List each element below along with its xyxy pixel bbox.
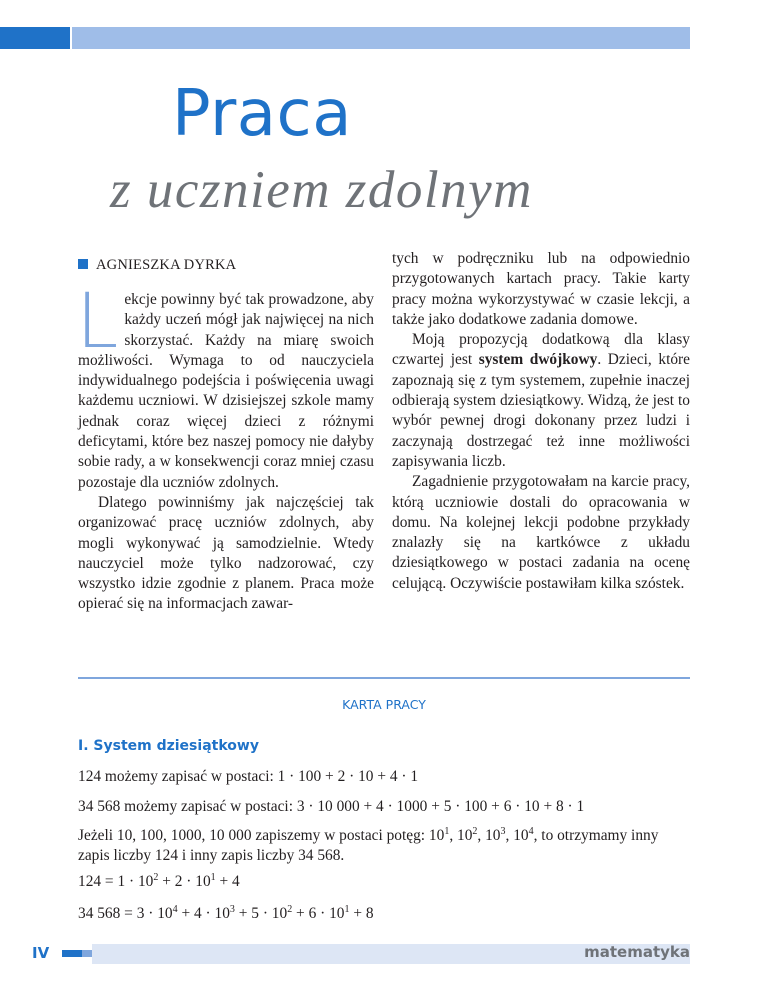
paragraph-text: . Dzieci, które zapoznają się z tym systemem, zupełnie inaczej odbierają system dziesiątkowy. Widzą, że jest to wybór pewnej drogi dokonany przez ludzi i zaczynają dostrzegać też inne możliwości zapisywania liczb.: [392, 351, 691, 470]
text: Jeżeli 10, 100, 1000, 10 000 zapiszemy w postaci potęg: 10: [78, 827, 445, 844]
paragraph-text: Moją propozycją dodatkową dla klasy czwartej jest: [392, 331, 690, 369]
exponent: 3: [500, 826, 506, 837]
article-paragraph: [76, 276, 374, 493]
header-bar-accent: [0, 27, 70, 49]
section-divider: [78, 677, 690, 679]
author-line: [78, 257, 236, 274]
footer-subject: matematyka: [584, 943, 690, 961]
article-paragraph: Dlatego powinniśmy jak najczęściej tak organizować pracę uczniów zdolnych, aby mogli wykonywać ją samodzielnie. Wtedy nauczyciel może tylko nadzorować, czy wszystko idzie zgodnie z planem. Praca może opierać się na informacjach zawar-: [78, 493, 374, 613]
worksheet-section-heading: I. System dziesiątkowy: [78, 738, 259, 754]
emphasis-text: system dwójkowy: [478, 351, 598, 369]
text: + 4 · 10: [177, 905, 230, 922]
exponent: 2: [287, 904, 293, 915]
text: + 2 · 10: [158, 873, 211, 890]
text: 124 = 1 · 10: [78, 873, 154, 890]
article-column-right: [392, 249, 690, 594]
drop-cap: L: [76, 276, 119, 365]
article-paragraph: tych w podręczniku lub na odpowiednio przygotowanych kartach pracy. Takie karty pracy można wykorzystywać w czasie lekcji, a także jako dodatkowe zadania domowe.: [392, 250, 690, 328]
worksheet-paragraph: [78, 826, 690, 866]
exponent: 1: [344, 904, 350, 915]
text: 34 568 = 3 · 10: [78, 905, 173, 922]
exponent: 4: [528, 826, 534, 837]
text: , 10: [505, 827, 529, 844]
text: + 4: [215, 873, 240, 890]
text: , to otrzymamy inny zapis liczby 124 i inny zapis liczby 34 568.: [78, 827, 659, 864]
paragraph-text: ekcje powinny być tak prowadzone, aby każdy uczeń mógł jak najwięcej na nich skorzystać. Każdy na miarę swoich możliwości. Wymaga to od nauczyciela indywidualnego podejścia i poświęcenia uwagi każdemu uczniowi. W dzisiejszej szkole mamy jednak coraz więcej dzieci z różnymi deficytami, które bez naszej pomocy nie dałyby sobie rady, a w konsekwencji coraz mniej czasu pozostaje dla uczniów zdolnych.: [78, 291, 374, 491]
exponent: 1: [444, 826, 450, 837]
text: + 6 · 10: [292, 905, 345, 922]
text: + 8: [349, 905, 374, 922]
text: + 5 · 10: [234, 905, 288, 922]
text: , 10: [449, 827, 473, 844]
text: , 10: [477, 827, 501, 844]
math-equation: [78, 872, 240, 892]
square-bullet-icon: [78, 259, 88, 269]
page-subtitle: z uczniem zdolnym: [110, 161, 533, 219]
article-paragraph: Zagadnienie przygotowałam na karcie pracy, którą uczniowie dostali do opracowania w domu. Na kolejnej lekcji podobne przykłady znalazły się na kartkówce z układu dziesiątkowego w postaci zadania na ocenę celującą. Oczywiście postawiłam kilka szóstek.: [392, 473, 690, 592]
math-line: 34 568 możemy zapisać w postaci: 3 · 10 000 + 4 · 1000 + 5 · 100 + 6 · 10 + 8 · 1: [78, 798, 585, 815]
article-paragraph: [392, 330, 690, 472]
exponent: 1: [210, 872, 216, 883]
page-number: IV: [32, 944, 50, 962]
math-equation: [78, 904, 374, 924]
article-column-left: [76, 276, 374, 615]
exponent: 4: [172, 904, 178, 915]
footer-accent: [62, 950, 82, 957]
exponent: 3: [229, 904, 235, 915]
footer-accent: [82, 950, 92, 957]
page-title: Praca: [172, 77, 352, 151]
math-line: 124 możemy zapisać w postaci: 1 · 100 + 2 · 10 + 4 · 1: [78, 768, 419, 785]
exponent: 2: [472, 826, 478, 837]
author-name: AGNIESZKA DYRKA: [96, 257, 237, 273]
exponent: 2: [153, 872, 159, 883]
header-bar: [72, 27, 690, 49]
worksheet-title: KARTA PRACY: [342, 697, 426, 712]
